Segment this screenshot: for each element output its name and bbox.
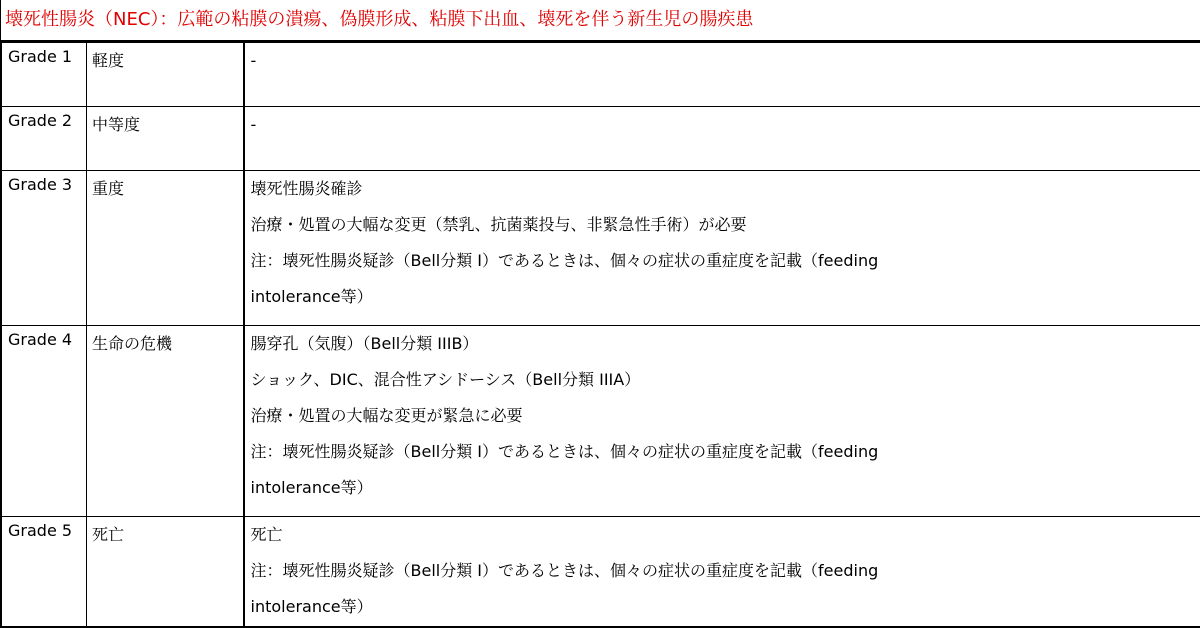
grade-label: Grade 1 bbox=[8, 47, 73, 66]
severity-label: 生命の危機 bbox=[92, 334, 173, 353]
grade-cell bbox=[2, 43, 87, 107]
description-cell bbox=[244, 171, 1200, 326]
description-line: 注：壊死性腸炎疑診（Bell分類 I）であるときは、個々の症状の重症度を記載（feeding bbox=[250, 251, 879, 270]
severity-cell bbox=[87, 43, 244, 107]
severity-label: 中等度 bbox=[92, 115, 141, 134]
severity-cell bbox=[87, 326, 244, 517]
description-line: 死亡 bbox=[250, 525, 283, 544]
grade-label: Grade 2 bbox=[8, 111, 73, 130]
severity-cell bbox=[87, 107, 244, 171]
page-title: 壊死性腸炎（NEC）：広範の粘膜の潰瘍、偽膜形成、粘膜下出血、壊死を伴う新生児の腸疾患 bbox=[1, 0, 1200, 42]
severity-cell bbox=[87, 517, 244, 627]
table-row bbox=[2, 43, 1200, 107]
description-line: 壊死性腸炎確診 bbox=[250, 179, 363, 198]
severity-cell bbox=[87, 171, 244, 326]
description-cell bbox=[244, 517, 1200, 627]
severity-label: 軽度 bbox=[92, 51, 125, 70]
grade-label: Grade 4 bbox=[8, 330, 73, 349]
grade-cell bbox=[2, 171, 87, 326]
description-line: intolerance等） bbox=[250, 597, 373, 616]
description-line: intolerance等） bbox=[250, 478, 373, 497]
table-row bbox=[2, 326, 1200, 517]
table-row bbox=[2, 171, 1200, 326]
description-line: - bbox=[250, 51, 257, 70]
table-row bbox=[2, 107, 1200, 171]
description-line: intolerance等） bbox=[250, 287, 373, 306]
grade-cell bbox=[2, 517, 87, 627]
description-line: 治療・処置の大幅な変更（禁乳、抗菌薬投与、非緊急性手術）が必要 bbox=[250, 215, 747, 234]
grade-cell bbox=[2, 326, 87, 517]
description-cell bbox=[244, 326, 1200, 517]
severity-label: 重度 bbox=[92, 179, 125, 198]
description-line: 治療・処置の大幅な変更が緊急に必要 bbox=[250, 406, 523, 425]
grade-label: Grade 3 bbox=[8, 175, 73, 194]
description-line: 注：壊死性腸炎疑診（Bell分類 I）であるときは、個々の症状の重症度を記載（feeding bbox=[250, 442, 879, 461]
description-line: ショック、DIC、混合性アシドーシス（Bell分類 IIIA） bbox=[250, 370, 641, 389]
description-cell bbox=[244, 43, 1200, 107]
grade-cell bbox=[2, 107, 87, 171]
description-line: 腸穿孔（気腹）（Bell分類 IIIB） bbox=[250, 334, 479, 353]
description-cell bbox=[244, 107, 1200, 171]
description-line: - bbox=[250, 115, 257, 134]
severity-label: 死亡 bbox=[92, 525, 125, 544]
grade-label: Grade 5 bbox=[8, 521, 73, 540]
table-row bbox=[2, 517, 1200, 627]
grade-table bbox=[1, 42, 1200, 627]
description-line: 注：壊死性腸炎疑診（Bell分類 I）であるときは、個々の症状の重症度を記載（feeding bbox=[250, 561, 879, 580]
